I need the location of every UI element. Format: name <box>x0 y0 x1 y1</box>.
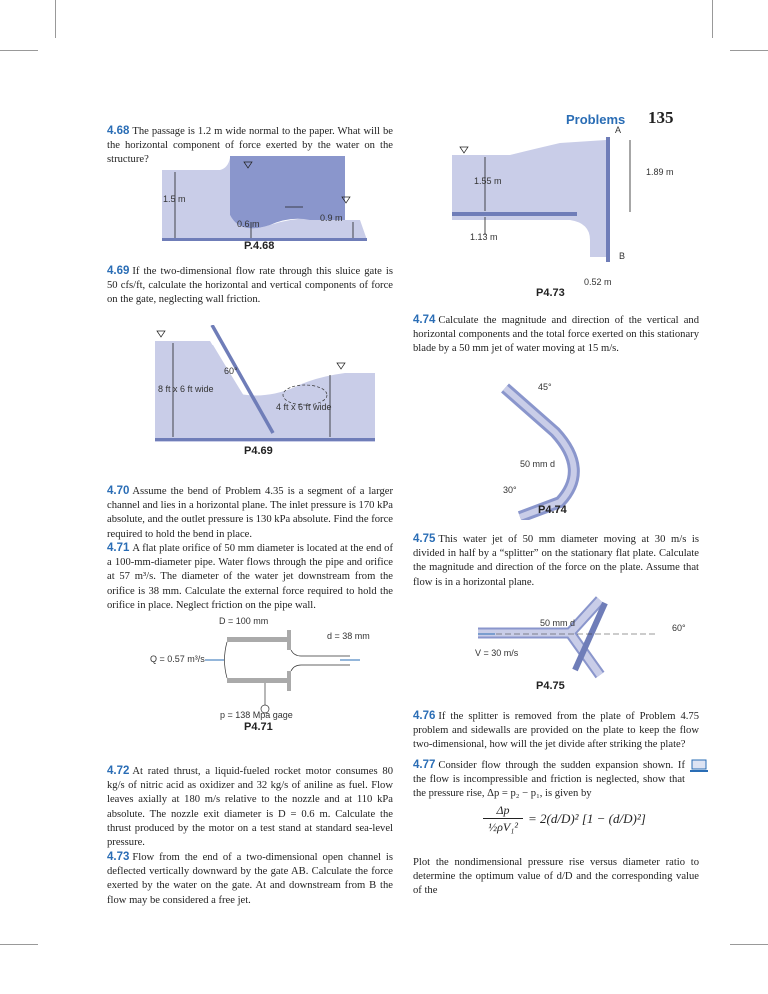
equation-denominator: ½ρV₁² <box>488 820 518 834</box>
problem-text: Calculate the magnitude and direction of the vertical and horizontal components and the total force exerted on this stationary blade by a 50 mm jet of water moving at 15 m/s. <box>413 315 699 355</box>
problem-number: 4.73 <box>107 851 130 863</box>
dim-label: 1.5 m <box>163 194 186 204</box>
dim-label: 0.9 m <box>320 213 343 223</box>
problem-text: If the splitter is removed from the plate of Problem 4.75 problem and sidewalls are provided on the plate to keep the flow two-dimensional, how will the jet divide after striking the plate? <box>413 711 699 751</box>
problem-4-75 <box>413 532 699 590</box>
dim-label: 4 ft x 6 ft wide <box>276 402 332 412</box>
angle-label: 60° <box>224 366 238 376</box>
dim-label: 1.55 m <box>474 176 502 186</box>
problem-number: 4.74 <box>413 314 436 326</box>
problem-text: At rated thrust, a liquid-fueled rocket motor consumes 80 kg/s of nitric acid as oxidizer and 32 kg/s of aniline as fuel. Flow leaves axially at 180 m/s relative to the nozzle and at 110 kPa absolute. The nozzle exit diameter is D = 0.6 m. Calculate the thrust produced by the motor on a test stand at standard sea-level pressure. <box>107 766 393 849</box>
problem-4-76 <box>413 709 699 753</box>
figure-caption: P4.74 <box>538 504 567 516</box>
dim-label: 8 ft x 6 ft wide <box>158 384 214 394</box>
pressure-label: p = 138 Mpa gage <box>220 710 293 720</box>
problem-text: Flow from the end of a two-dimensional open channel is deflected vertically downward by the gate AB. Calculate the force exerted by the water on the gate. At and downstream from B the flow may be considered a free jet. <box>107 852 393 906</box>
dim-label: 0.6 m <box>237 219 260 229</box>
crop-mark <box>0 50 38 51</box>
figure-caption: P4.73 <box>536 287 565 299</box>
problem-number: 4.76 <box>413 710 436 722</box>
velocity-label: V = 30 m/s <box>475 648 519 658</box>
figure-caption: P4.71 <box>244 721 273 733</box>
dim-label: 1.89 m <box>646 167 674 177</box>
crop-mark <box>730 50 768 51</box>
equation-numerator: Δp <box>483 803 523 819</box>
crop-mark <box>712 0 713 38</box>
problem-number: 4.77 <box>413 759 436 771</box>
problem-text: Consider flow through the sudden expansion shown. If the flow is incompressible and friction is neglected, show that the pressure rise, Δp = p₂ − p₁, is given by <box>413 760 685 800</box>
problem-4-74 <box>413 313 699 357</box>
figure-p4-74 <box>500 370 620 520</box>
problem-number: 4.75 <box>413 533 436 545</box>
problem-number: 4.71 <box>107 542 130 554</box>
angle-label: 30° <box>503 485 517 495</box>
figure-p4-68 <box>160 150 400 250</box>
problem-number: 4.72 <box>107 765 130 777</box>
problem-number: 4.69 <box>107 265 130 277</box>
dim-label: D = 100 mm <box>219 616 269 626</box>
problem-4-77 <box>413 758 685 802</box>
dim-label: d = 38 mm <box>327 631 370 641</box>
problem-4-72 <box>107 764 393 850</box>
computer-icon <box>690 759 708 773</box>
problem-4-69 <box>107 264 393 308</box>
problem-number: 4.68 <box>107 125 130 137</box>
figure-caption: P4.69 <box>244 445 273 457</box>
equation-rhs: = 2(d/D)² [1 − (d/D)²] <box>528 811 646 826</box>
dim-label: 50 mm d <box>520 459 556 469</box>
problem-text: A flat plate orifice of 50 mm diameter is located at the end of a 100-mm-diameter pipe. Water flows through the pipe and orifice at 57 m³/s. The diameter of the water jet downstream from the orifice is 38 mm. Calculate the external force required to hold the orifice in place. Neglect friction on the pipe wall. <box>107 543 393 611</box>
page-number: 135 <box>648 108 674 127</box>
running-header: Problems <box>566 112 626 127</box>
problem-text: If the two-dimensional flow rate through this sluice gate is 50 cfs/ft, calculate the horizontal and vertical components of force on the gate, neglecting wall friction. <box>107 266 393 306</box>
point-label-a: A <box>615 125 622 135</box>
dim-label: 50 mm d <box>540 618 576 628</box>
angle-label: 45° <box>538 382 552 392</box>
problem-4-77-continued: Plot the nondimensional pressure rise versus diameter ratio to determine the optimum value of d/D and the corresponding value of the <box>413 857 699 897</box>
problem-text: This water jet of 50 mm diameter moving at 30 m/s is divided in half by a “splitter” on the stationary flat plate. Calculate the magnitude and direction of the force on the plate. Assume that flow is in a horizontal plane. <box>413 534 699 588</box>
problem-text: The passage is 1.2 m wide normal to the paper. What will be the horizontal component of force exerted by the water on the structure? <box>107 126 393 166</box>
angle-label: 60° <box>672 623 686 633</box>
problem-number: 4.70 <box>107 485 130 497</box>
dim-label: 0.52 m <box>584 277 612 287</box>
problem-4-73 <box>107 850 393 908</box>
crop-mark <box>55 0 56 38</box>
problem-4-70 <box>107 484 393 542</box>
flow-label: Q = 0.57 m³/s <box>150 654 205 664</box>
problem-text: Assume the bend of Problem 4.35 is a segment of a larger channel and lies in a horizontal plane. The inlet pressure is 170 kPa absolute, and the outlet pressure is 130 kPa absolute. Find the force required to hold the bend in place. <box>107 486 393 540</box>
figure-caption: P.4.68 <box>244 240 275 252</box>
problem-4-71 <box>107 541 393 613</box>
crop-mark <box>730 944 768 945</box>
figure-caption: P4.75 <box>536 680 565 692</box>
dim-label: 1.13 m <box>470 232 498 242</box>
point-label-b: B <box>619 251 626 261</box>
crop-mark <box>0 944 38 945</box>
